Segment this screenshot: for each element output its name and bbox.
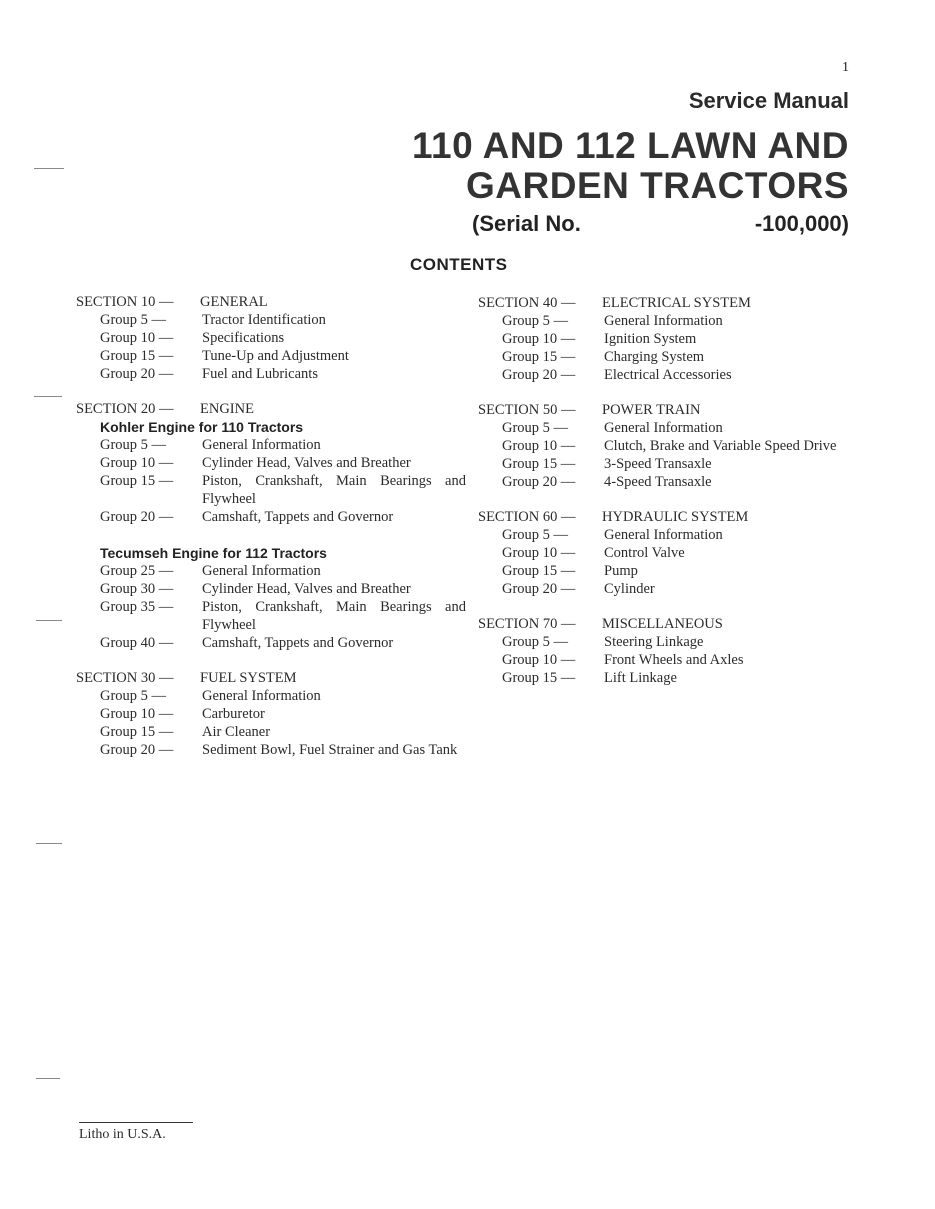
section-title: ELECTRICAL SYSTEM (602, 295, 751, 311)
group-row (76, 723, 466, 741)
group-row (478, 419, 868, 437)
scan-mark (36, 843, 62, 844)
section-code: SECTION 20 — (76, 401, 174, 417)
section-60 (478, 508, 868, 598)
group-title: Sediment Bowl, Fuel Strainer and Gas Tank (202, 742, 458, 758)
section-code: SECTION 60 — (478, 509, 576, 525)
group-code: Group 10 — (100, 706, 174, 722)
group-title: Tractor Identification (202, 312, 326, 328)
group-title: General Information (202, 688, 321, 704)
group-code: Group 5 — (100, 688, 167, 704)
group-row (478, 455, 868, 473)
group-title: General Information (604, 527, 723, 543)
group-row (76, 365, 466, 383)
group-code: Group 30 — (100, 581, 174, 597)
section-30 (76, 669, 466, 759)
group-title: Charging System (604, 349, 705, 365)
group-row (478, 580, 868, 598)
manual-label: Service Manual (688, 88, 849, 113)
group-code: Group 5 — (502, 420, 569, 436)
section-title: MISCELLANEOUS (602, 616, 723, 632)
contents-right-column (478, 294, 868, 704)
group-title: Ignition System (604, 331, 697, 347)
scan-mark (36, 1078, 60, 1079)
section-heading (76, 669, 466, 687)
group-title: Pump (604, 563, 638, 579)
group-title: Tune-Up and Adjustment (202, 348, 349, 364)
group-title: Piston, Crankshaft, Main Bearings and Flywheel (202, 473, 466, 507)
group-title: Steering Linkage (604, 634, 704, 650)
group-row (76, 329, 466, 347)
group-title: General Information (202, 437, 321, 453)
group-code: Group 40 — (100, 635, 174, 651)
group-row (76, 436, 466, 454)
group-row (478, 437, 868, 455)
group-title: Fuel and Lubricants (202, 366, 318, 382)
group-row (478, 544, 868, 562)
group-code: Group 5 — (100, 312, 167, 328)
group-code: Group 15 — (100, 473, 174, 489)
group-code: Group 20 — (100, 509, 174, 525)
section-code: SECTION 10 — (76, 294, 174, 310)
group-row (76, 634, 466, 652)
group-title: Carburetor (202, 706, 265, 722)
group-code: Group 15 — (502, 456, 576, 472)
group-row (76, 454, 466, 472)
group-title: 3-Speed Transaxle (604, 456, 712, 472)
group-title: 4-Speed Transaxle (604, 474, 712, 490)
group-title: Lift Linkage (604, 670, 677, 686)
section-heading (76, 400, 466, 418)
section-20 (76, 400, 466, 652)
group-row (76, 741, 466, 759)
group-row (478, 651, 868, 669)
group-row (76, 580, 466, 598)
group-code: Group 15 — (100, 348, 174, 364)
group-code: Group 15 — (502, 349, 576, 365)
group-row (478, 473, 868, 491)
group-code: Group 5 — (100, 437, 167, 453)
section-title: FUEL SYSTEM (200, 670, 297, 686)
group-row (478, 669, 868, 687)
group-code: Group 15 — (502, 563, 576, 579)
group-title: Piston, Crankshaft, Main Bearings and Flywheel (202, 599, 466, 633)
group-code: Group 35 — (100, 599, 174, 615)
group-title: Cylinder Head, Valves and Breather (202, 455, 411, 471)
group-title: Specifications (202, 330, 285, 346)
section-code: SECTION 30 — (76, 670, 174, 686)
group-code: Group 20 — (100, 742, 174, 758)
contents-left-column (76, 293, 466, 776)
group-row (478, 562, 868, 580)
group-title: General Information (604, 420, 723, 436)
group-title: Cylinder Head, Valves and Breather (202, 581, 411, 597)
group-row (76, 347, 466, 365)
section-heading (76, 293, 466, 311)
group-title: Electrical Accessories (604, 367, 732, 383)
contents-title: CONTENTS (410, 255, 508, 274)
group-row (478, 526, 868, 544)
group-code: Group 20 — (502, 581, 576, 597)
group-code: Group 5 — (502, 527, 569, 543)
group-code: Group 10 — (502, 438, 576, 454)
group-row (76, 311, 466, 329)
title-line: 110 AND 112 LAWN AND (412, 125, 849, 166)
group-code: Group 25 — (100, 563, 174, 579)
section-title: HYDRAULIC SYSTEM (602, 509, 749, 525)
group-row (478, 633, 868, 651)
scan-mark (34, 396, 62, 397)
group-row (478, 330, 868, 348)
group-code: Group 10 — (502, 652, 576, 668)
group-row (76, 472, 466, 508)
group-code: Group 20 — (502, 367, 576, 383)
section-70 (478, 615, 868, 687)
engine-subheading: Tecumseh Engine for 112 Tractors (100, 545, 327, 561)
section-code: SECTION 40 — (478, 295, 576, 311)
group-title: General Information (202, 563, 321, 579)
group-title: General Information (604, 313, 723, 329)
section-10 (76, 293, 466, 383)
group-title: Clutch, Brake and Variable Speed Drive (604, 438, 837, 454)
group-code: Group 15 — (100, 724, 174, 740)
group-title: Front Wheels and Axles (604, 652, 744, 668)
group-code: Group 10 — (502, 545, 576, 561)
section-heading (478, 615, 868, 633)
group-title: Control Valve (604, 545, 685, 561)
serial-label: (Serial No. (472, 211, 581, 236)
section-heading (478, 508, 868, 526)
group-code: Group 10 — (502, 331, 576, 347)
group-row (478, 348, 868, 366)
group-code: Group 10 — (100, 330, 174, 346)
group-row (76, 598, 466, 634)
group-code: Group 20 — (502, 474, 576, 490)
group-row (76, 705, 466, 723)
document-title (412, 126, 849, 206)
group-row (76, 687, 466, 705)
scan-mark (36, 620, 62, 621)
section-heading (478, 294, 868, 312)
title-line: GARDEN TRACTORS (466, 165, 849, 206)
scan-mark (34, 168, 64, 169)
serial-value: -100,000) (754, 211, 849, 236)
section-code: SECTION 70 — (478, 616, 576, 632)
group-code: Group 5 — (502, 634, 569, 650)
section-40 (478, 294, 868, 384)
section-heading (478, 401, 868, 419)
group-code: Group 5 — (502, 313, 569, 329)
group-code: Group 10 — (100, 455, 174, 471)
litho-footer: Litho in U.S.A. (79, 1122, 193, 1143)
page-number: 1 (842, 60, 849, 75)
section-title: POWER TRAIN (602, 402, 701, 418)
group-row (76, 562, 466, 580)
serial-row (472, 211, 849, 237)
group-title: Camshaft, Tappets and Governor (202, 635, 394, 651)
group-code: Group 15 — (502, 670, 576, 686)
group-row (76, 508, 466, 526)
section-code: SECTION 50 — (478, 402, 576, 418)
group-row (478, 366, 868, 384)
group-title: Air Cleaner (202, 724, 271, 740)
section-title: ENGINE (200, 401, 254, 417)
section-title: GENERAL (200, 294, 268, 310)
group-title: Camshaft, Tappets and Governor (202, 509, 394, 525)
section-50 (478, 401, 868, 491)
engine-subheading: Kohler Engine for 110 Tractors (100, 419, 304, 435)
group-row (478, 312, 868, 330)
group-title: Cylinder (604, 581, 655, 597)
group-code: Group 20 — (100, 366, 174, 382)
